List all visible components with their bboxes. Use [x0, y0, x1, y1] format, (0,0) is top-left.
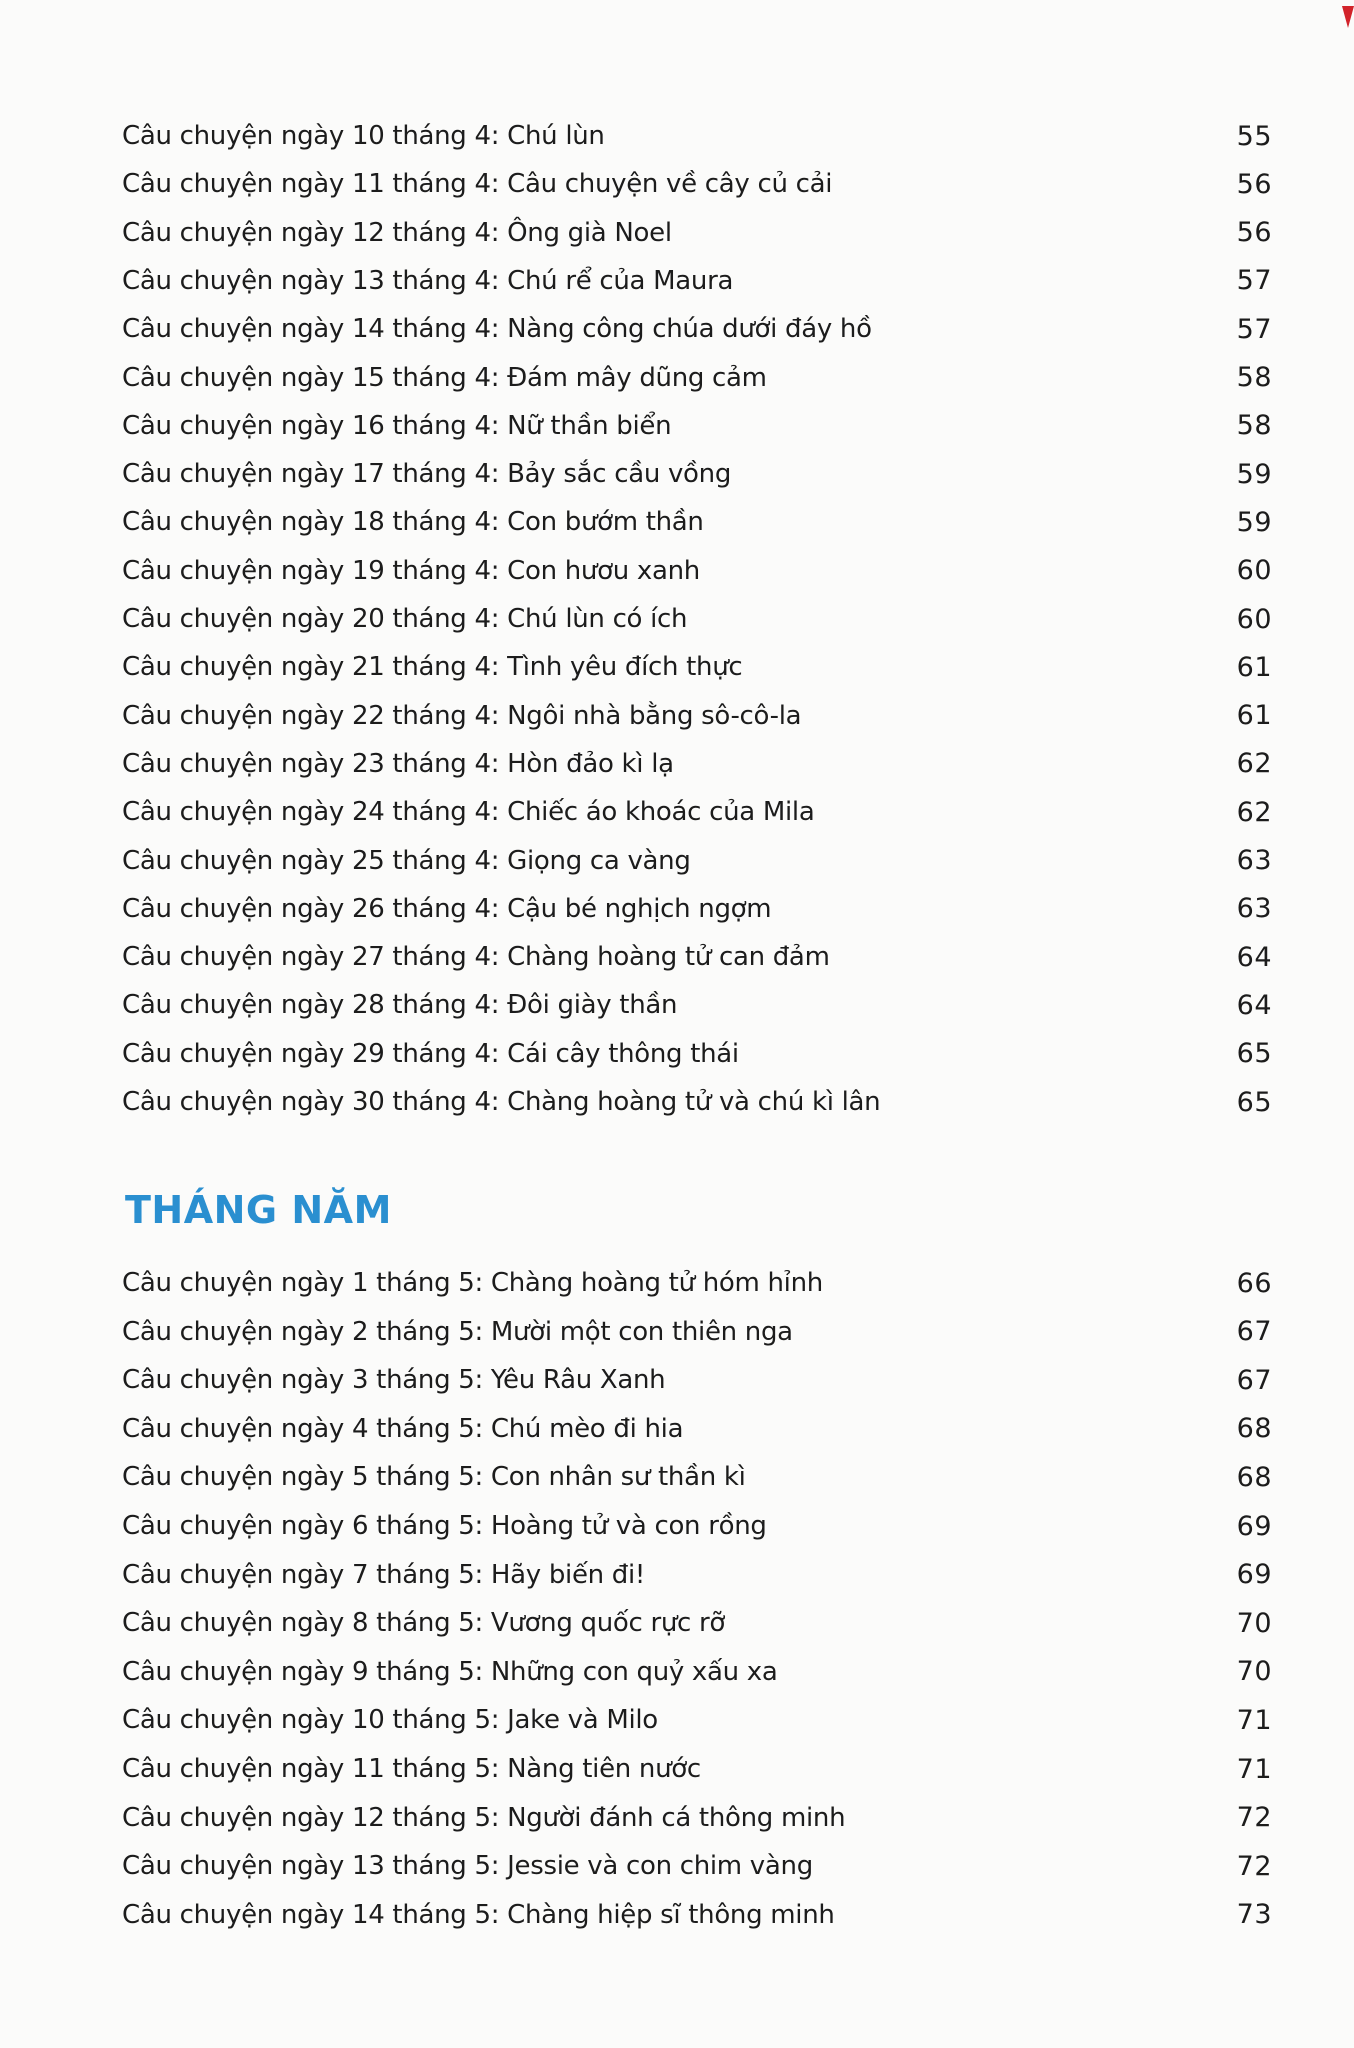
toc-entry-page-number: 58 — [1236, 362, 1272, 393]
toc-entry-title: Câu chuyện ngày 10 tháng 4: Chú lùn — [122, 121, 605, 151]
toc-entry-page-number: 69 — [1236, 1559, 1272, 1591]
toc-entry-page-number: 67 — [1236, 1364, 1272, 1396]
toc-entry — [122, 358, 1272, 398]
toc-entry-title: Câu chuyện ngày 15 tháng 4: Đám mây dũng cảm — [122, 362, 767, 393]
toc-entry-page-number: 64 — [1236, 989, 1272, 1021]
toc-entry-title: Câu chuyện ngày 20 tháng 4: Chú lùn có ích — [122, 604, 688, 634]
toc-entry — [122, 647, 1272, 687]
toc-entry — [122, 164, 1272, 204]
toc-entry — [122, 1506, 1272, 1546]
toc-entry — [122, 502, 1272, 542]
toc-entry-page-number: 58 — [1236, 410, 1272, 442]
toc-entry-page-number: 69 — [1236, 1510, 1272, 1542]
section-heading-thang-nam: THÁNG NĂM — [125, 1188, 392, 1232]
toc-entry-page-number: 72 — [1236, 1802, 1272, 1834]
toc-entry — [122, 551, 1272, 591]
toc-entry-page-number: 62 — [1236, 748, 1272, 780]
toc-entry — [122, 309, 1272, 349]
toc-entry — [122, 985, 1272, 1025]
toc-entry — [122, 1895, 1272, 1935]
toc-entry-title: Câu chuyện ngày 21 tháng 4: Tình yêu đích thực — [122, 652, 743, 683]
toc-entry-page-number: 59 — [1236, 506, 1272, 538]
toc-entry-title: Câu chuyện ngày 11 tháng 5: Nàng tiên nước — [122, 1754, 701, 1784]
toc-entry — [122, 1798, 1272, 1838]
toc-entry-title: Câu chuyện ngày 16 tháng 4: Nữ thần biển — [122, 410, 672, 441]
toc-entry-title: Câu chuyện ngày 14 tháng 5: Chàng hiệp sĩ thông minh — [122, 1899, 835, 1930]
toc-entry-title: Câu chuyện ngày 2 tháng 5: Mười một con thiên nga — [122, 1316, 793, 1347]
toc-entry — [122, 1409, 1272, 1449]
toc-entry-page-number: 65 — [1236, 1038, 1272, 1070]
toc-entry-title: Câu chuyện ngày 1 tháng 5: Chàng hoàng tử hóm hỉnh — [122, 1268, 823, 1298]
toc-entry — [122, 1312, 1272, 1352]
toc-entry — [122, 696, 1272, 736]
toc-entry — [122, 1360, 1272, 1400]
toc-entry-title: Câu chuyện ngày 5 tháng 5: Con nhân sư thần kì — [122, 1462, 746, 1493]
toc-entry — [122, 792, 1272, 832]
toc-entry-title: Câu chuyện ngày 12 tháng 5: Người đánh cá thông minh — [122, 1802, 846, 1833]
toc-entry — [122, 1082, 1272, 1122]
toc-entry-page-number: 67 — [1236, 1316, 1272, 1348]
toc-entry — [122, 1846, 1272, 1886]
toc-entry-title: Câu chuyện ngày 18 tháng 4: Con bướm thần — [122, 507, 704, 538]
toc-entry — [122, 1603, 1272, 1643]
toc-entry-page-number: 65 — [1236, 1086, 1272, 1118]
toc-entry-page-number: 56 — [1236, 168, 1272, 200]
toc-entry-page-number: 57 — [1236, 265, 1272, 297]
toc-entry-page-number: 70 — [1236, 1607, 1272, 1639]
toc-entry-page-number: 57 — [1236, 313, 1272, 345]
toc-entry — [122, 1652, 1272, 1692]
toc-entry-title: Câu chuyện ngày 30 tháng 4: Chàng hoàng tử và chú kì lân — [122, 1087, 881, 1117]
toc-entry-page-number: 63 — [1236, 893, 1272, 925]
toc-entry-page-number: 70 — [1236, 1656, 1272, 1688]
toc-entry-title: Câu chuyện ngày 10 tháng 5: Jake và Milo — [122, 1705, 658, 1736]
corner-mark — [1342, 6, 1354, 28]
toc-entry-page-number: 61 — [1236, 700, 1272, 732]
toc-entry-page-number: 71 — [1236, 1704, 1272, 1736]
toc-entry-title: Câu chuyện ngày 4 tháng 5: Chú mèo đi hia — [122, 1413, 684, 1444]
toc-entry-title: Câu chuyện ngày 22 tháng 4: Ngôi nhà bằng sô-cô-la — [122, 700, 802, 731]
toc-entry-page-number: 56 — [1236, 217, 1272, 249]
toc-entry-page-number: 63 — [1236, 845, 1272, 876]
toc-entry-title: Câu chuyện ngày 12 tháng 4: Ông già Noel — [122, 217, 672, 248]
toc-entry — [122, 744, 1272, 784]
toc-entry-page-number: 66 — [1236, 1267, 1272, 1299]
toc-entry — [122, 116, 1272, 156]
toc-entry-title: Câu chuyện ngày 19 tháng 4: Con hươu xanh — [122, 555, 700, 586]
toc-entry-page-number: 68 — [1236, 1413, 1272, 1445]
toc-entry-title: Câu chuyện ngày 13 tháng 5: Jessie và con chim vàng — [122, 1851, 813, 1882]
toc-entry-page-number: 62 — [1236, 796, 1272, 828]
toc-entry — [122, 1034, 1272, 1074]
toc-entry-title: Câu chuyện ngày 6 tháng 5: Hoàng tử và con rồng — [122, 1511, 767, 1541]
toc-entry — [122, 1555, 1272, 1595]
toc-entry-page-number: 60 — [1236, 555, 1272, 587]
toc-entry-title: Câu chuyện ngày 14 tháng 4: Nàng công chúa dưới đáy hồ — [122, 314, 872, 345]
toc-entry-title: Câu chuyện ngày 26 tháng 4: Cậu bé nghịch ngợm — [122, 893, 772, 924]
toc-entry-page-number: 68 — [1236, 1461, 1272, 1493]
toc-entry-title: Câu chuyện ngày 23 tháng 4: Hòn đảo kì lạ — [122, 748, 674, 779]
toc-entry-page-number: 60 — [1236, 603, 1272, 635]
toc-entry — [122, 937, 1272, 977]
toc-entry — [122, 1700, 1272, 1740]
toc-entry-title: Câu chuyện ngày 24 tháng 4: Chiếc áo khoác của Mila — [122, 797, 815, 828]
toc-entry — [122, 454, 1272, 494]
toc-entry-title: Câu chuyện ngày 25 tháng 4: Giọng ca vàng — [122, 845, 691, 876]
toc-entry-page-number: 71 — [1236, 1753, 1272, 1785]
toc-entry-title: Câu chuyện ngày 7 tháng 5: Hãy biến đi! — [122, 1559, 646, 1590]
toc-entry — [122, 841, 1272, 881]
toc-entry-title: Câu chuyện ngày 3 tháng 5: Yêu Râu Xanh — [122, 1365, 666, 1396]
toc-entry-title: Câu chuyện ngày 28 tháng 4: Đôi giày thần — [122, 990, 678, 1021]
toc-entry — [122, 1749, 1272, 1789]
toc-entry-title: Câu chuyện ngày 11 tháng 4: Câu chuyện về cây củ cải — [122, 169, 833, 200]
toc-entry — [122, 261, 1272, 301]
toc-entry — [122, 1263, 1272, 1303]
toc-entry-title: Câu chuyện ngày 17 tháng 4: Bảy sắc cầu vồng — [122, 459, 732, 490]
toc-entry-title: Câu chuyện ngày 9 tháng 5: Những con quỷ xấu xa — [122, 1656, 778, 1687]
toc-entry-title: Câu chuyện ngày 8 tháng 5: Vương quốc rực rỡ — [122, 1608, 725, 1639]
toc-entry-page-number: 61 — [1236, 651, 1272, 683]
toc-entry — [122, 1457, 1272, 1497]
toc-entry-title: Câu chuyện ngày 29 tháng 4: Cái cây thông thái — [122, 1038, 739, 1069]
toc-entry — [122, 889, 1272, 929]
toc-entry-page-number: 55 — [1236, 120, 1272, 152]
toc-entry-page-number: 59 — [1236, 458, 1272, 490]
toc-entry-title: Câu chuyện ngày 13 tháng 4: Chú rể của Maura — [122, 265, 734, 296]
toc-entry-page-number: 72 — [1236, 1850, 1272, 1882]
toc-entry — [122, 599, 1272, 639]
toc-entry-page-number: 73 — [1236, 1899, 1272, 1931]
toc-entry-title: Câu chuyện ngày 27 tháng 4: Chàng hoàng tử can đảm — [122, 942, 830, 973]
toc-entry-page-number: 64 — [1236, 941, 1272, 973]
toc-entry — [122, 406, 1272, 446]
toc-entry — [122, 213, 1272, 253]
